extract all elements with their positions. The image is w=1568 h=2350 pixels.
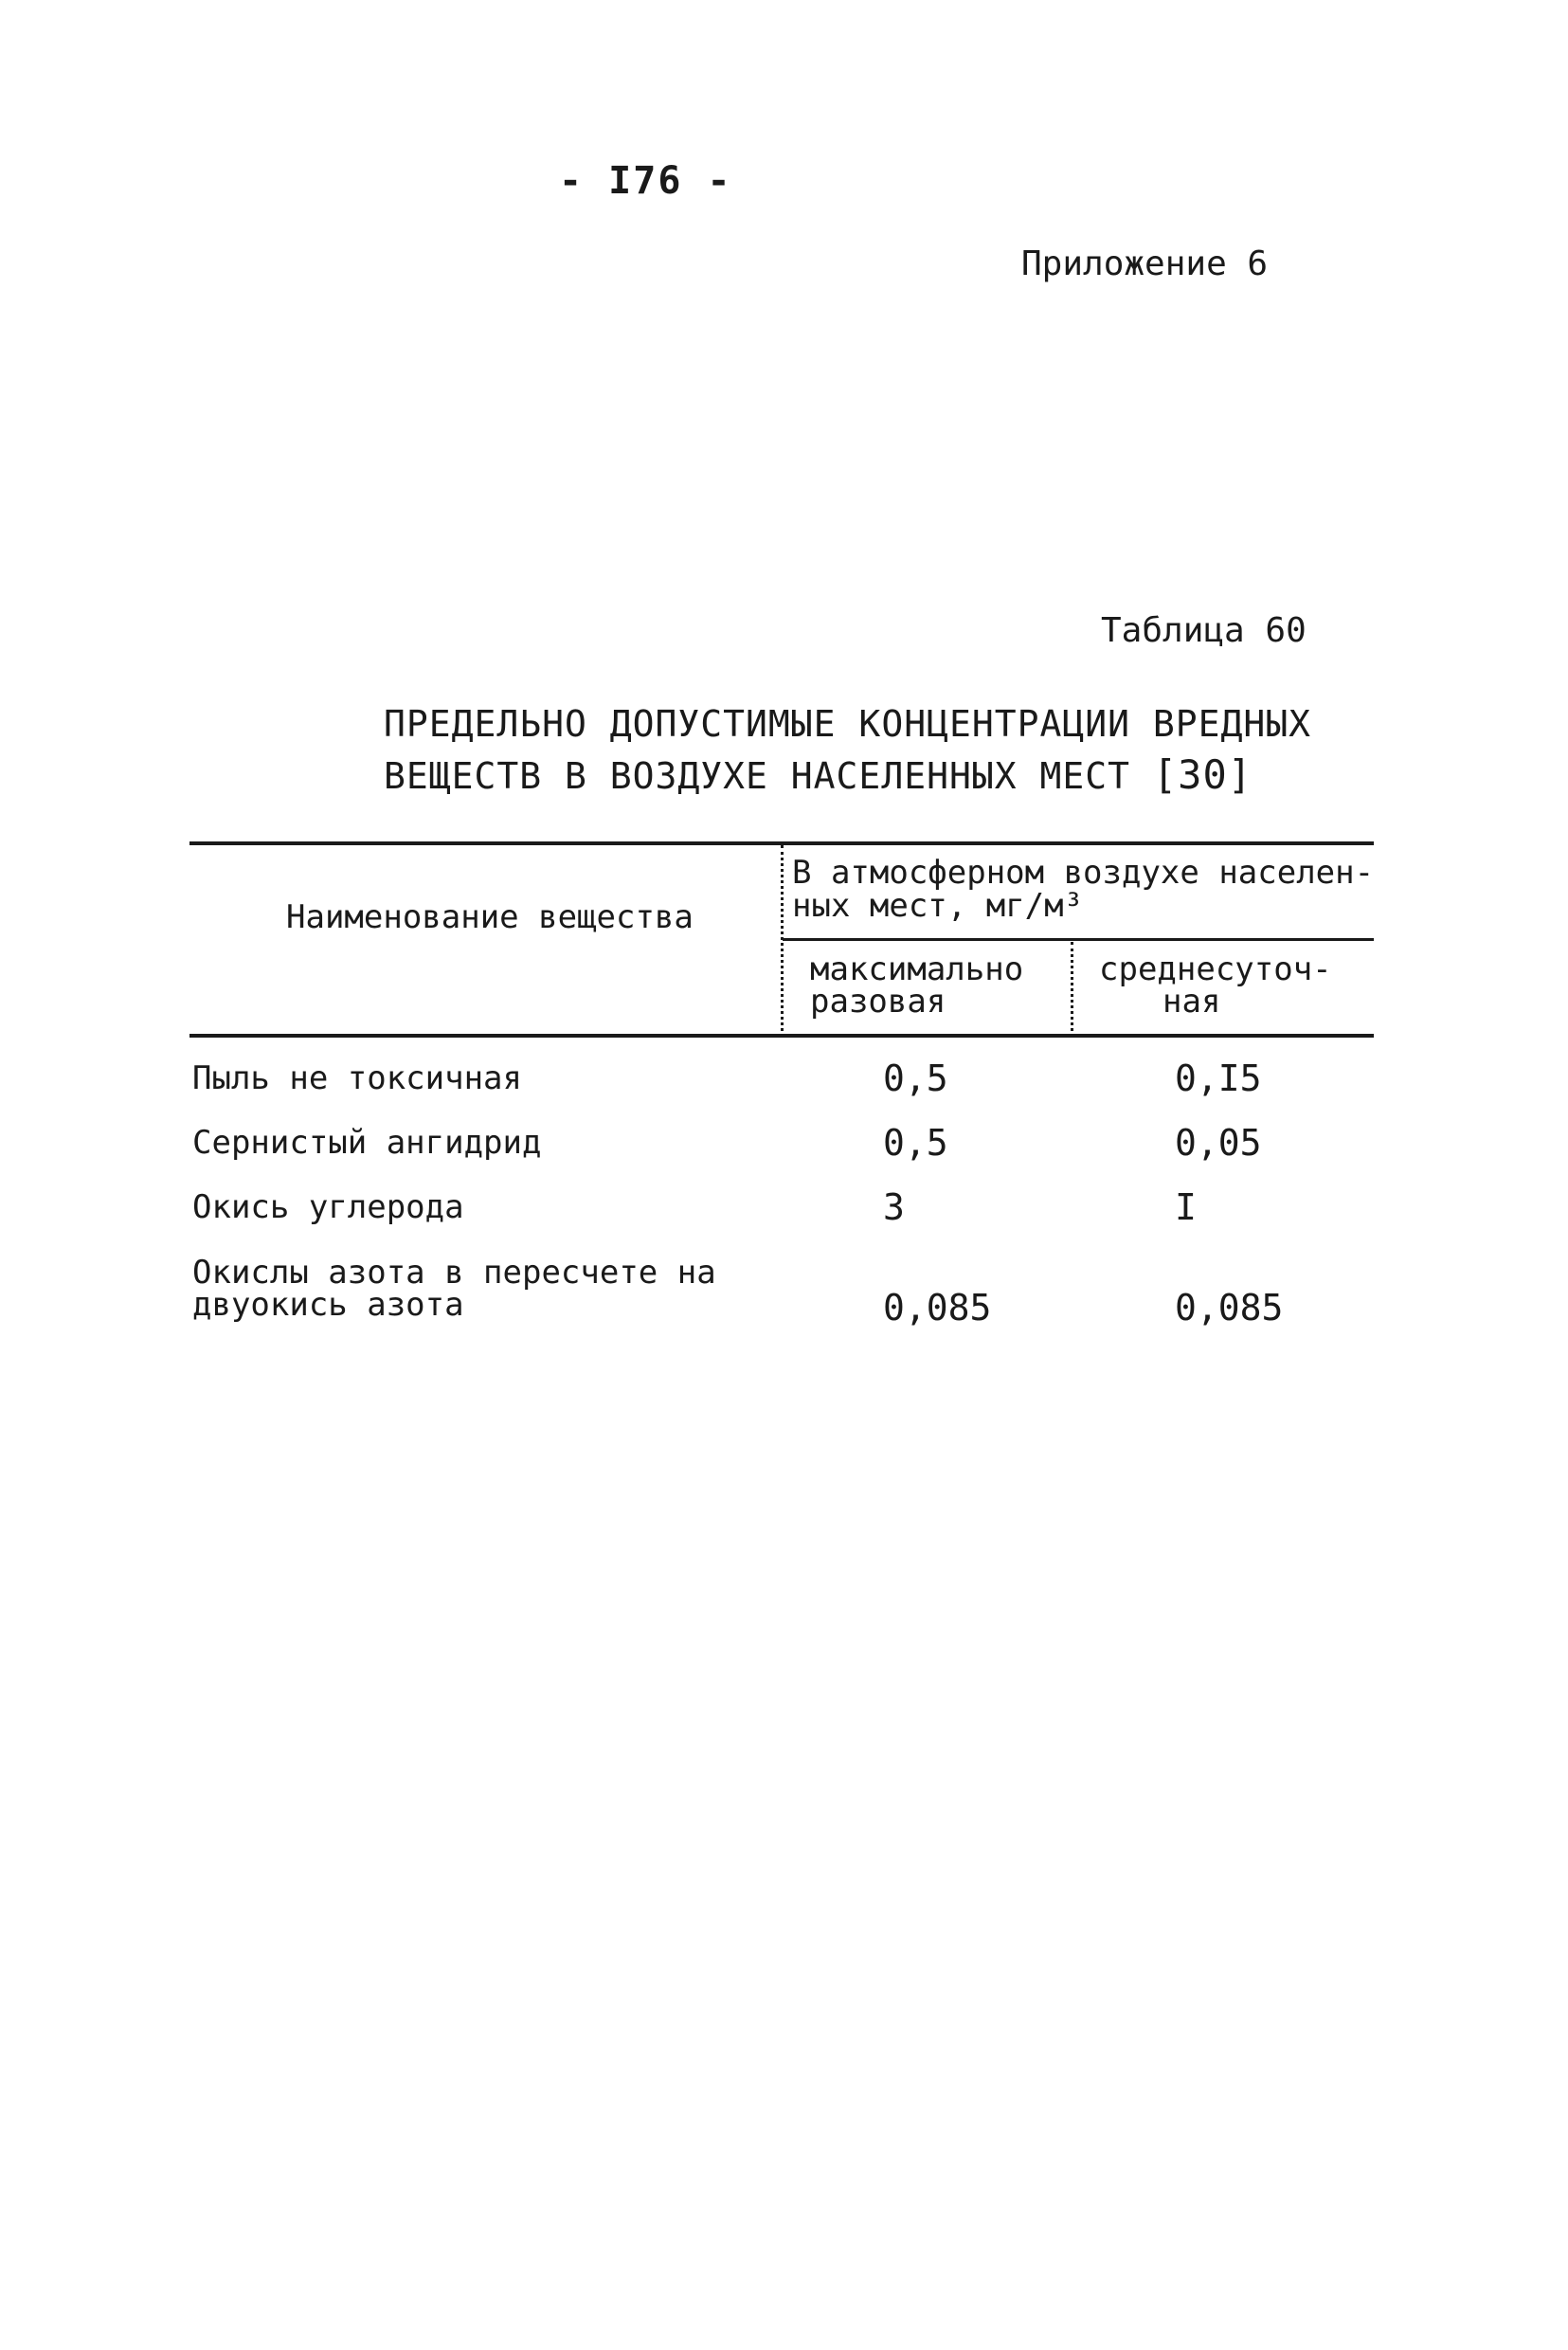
- header-group-line-1: В атмосферном воздухе населен-: [792, 854, 1375, 892]
- header-max-line-2: разовая: [810, 983, 946, 1021]
- table-cell-avg: 0,I5: [1175, 1058, 1262, 1099]
- table-cell-max: 0,085: [883, 1287, 992, 1329]
- header-avg-line-2: ная: [1162, 983, 1221, 1021]
- table-cell-max: 0,5: [883, 1058, 948, 1099]
- header-group-line-2: ных мест, мг/м³: [792, 887, 1084, 925]
- table-row-name-line-2: двуокись азота: [192, 1286, 464, 1324]
- header-bottom-rule: [189, 1034, 1374, 1038]
- group-header-rule: [783, 938, 1374, 941]
- table-number-label: Таблица 60: [1101, 611, 1307, 650]
- header-divider-left: [781, 845, 784, 1031]
- header-substance-name: Наименование вещества: [286, 898, 694, 936]
- table-row-name: Сернистый ангидрид: [192, 1124, 542, 1162]
- table-row-name-line-1: Окислы азота в пересчете на: [192, 1254, 716, 1292]
- table-row-name: Пыль не токсичная: [192, 1059, 522, 1097]
- page-number: - I76 -: [559, 159, 732, 203]
- table-row-name: Окись углерода: [192, 1188, 464, 1226]
- table-cell-max: 0,5: [883, 1122, 948, 1164]
- header-max-line-1: максимально: [810, 950, 1024, 988]
- reference-citation: [30]: [1152, 751, 1253, 798]
- table-cell-avg: I: [1175, 1186, 1197, 1228]
- appendix-label: Приложение 6: [1021, 244, 1269, 283]
- table-title-line-2: [384, 751, 1253, 798]
- table-cell-max: 3: [883, 1186, 905, 1228]
- table-title-line-1: ПРЕДЕЛЬНО ДОПУСТИМЫЕ КОНЦЕНТРАЦИИ ВРЕДНЫХ: [384, 703, 1311, 745]
- header-divider-middle: [1071, 942, 1073, 1031]
- header-avg-line-1: среднесуточ-: [1099, 950, 1332, 988]
- table-title-text: ВЕЩЕСТВ В ВОЗДУХЕ НАСЕЛЕННЫХ МЕСТ: [384, 755, 1130, 797]
- table-cell-avg: 0,085: [1175, 1287, 1284, 1329]
- table-cell-avg: 0,05: [1175, 1122, 1262, 1164]
